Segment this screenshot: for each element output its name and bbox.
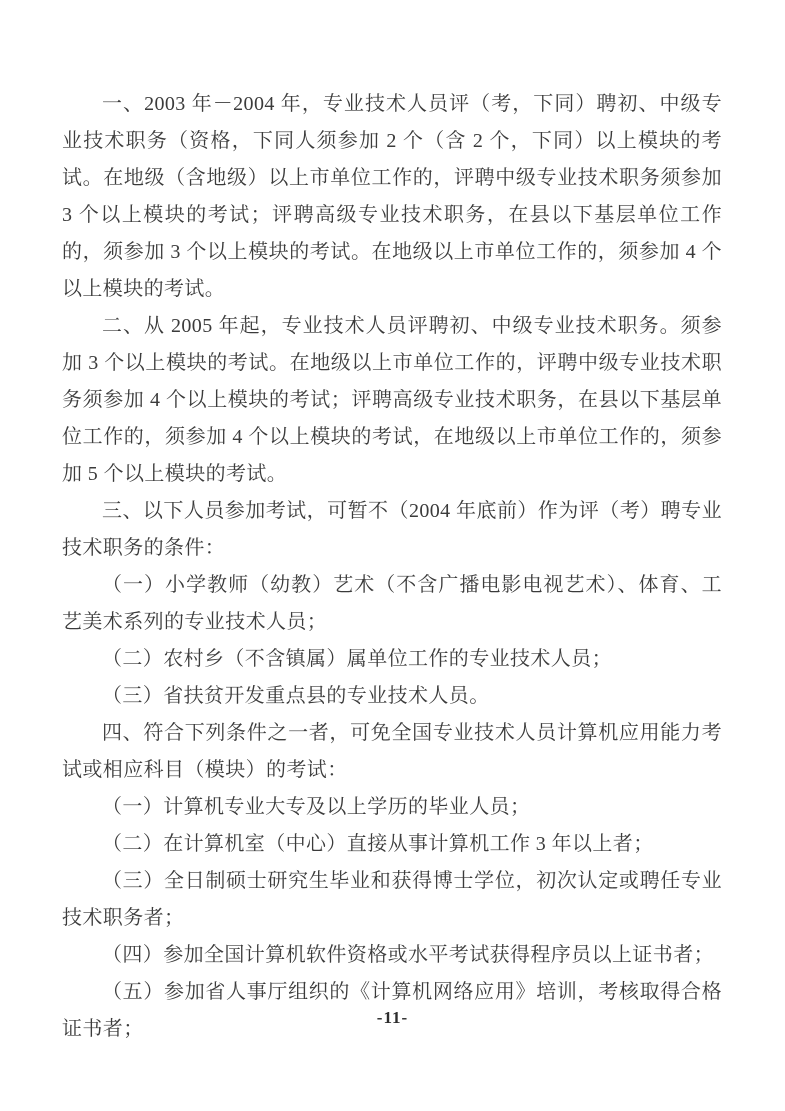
paragraph: （五）参加省人事厅组织的《计算机网络应用》培训，考核取得合格证书者； [62, 981, 722, 1040]
paragraph: 一、2003 年－2004 年，专业技术人员评（考，下同）聘初、中级专业技术职务（资格，下同人须参加 2 个（含 2 个，下同）以上模块的考试。在地级（含地级）以上市单位工作的，评聘中级专业技术职务须参加 3 个以上模块的考试；评聘高级专业技术职务，在县以下基层单位工作的，须参加 3 个以上模块的考试。在地级以上市单位工作的，须参加 4 个以上模块的考试。 [62, 93, 722, 300]
paragraph: （二）在计算机室（中心）直接从事计算机工作 3 年以上者； [102, 833, 654, 855]
paragraph: 二、从 2005 年起，专业技术人员评聘初、中级专业技术职务。须参加 3 个以上模块的考试。在地级以上市单位工作的，评聘中级专业技术职务须参加 4 个以上模块的考试；评聘高级专业技术职务，在县以下基层单位工作的，须参加 4 个以上模块的考试，在地级以上市单位工作的，须参加 5 个以上模块的考试。 [62, 315, 722, 485]
document-body [62, 86, 722, 1048]
paragraph: 三、以下人员参加考试，可暂不（2004 年底前）作为评（考）聘专业技术职务的条件： [62, 500, 722, 559]
paragraph: 四、符合下列条件之一者，可免全国专业技术人员计算机应用能力考试或相应科目（模块）的考试： [62, 722, 722, 781]
paragraph: （一）小学教师（幼教）艺术（不含广播电影电视艺术）、体育、工艺美术系列的专业技术人员； [62, 574, 722, 633]
paragraph: （四）参加全国计算机软件资格或水平考试获得程序员以上证书者； [102, 944, 714, 966]
paragraph: （一）计算机专业大专及以上学历的毕业人员； [102, 796, 531, 818]
paragraph: （二）农村乡（不含镇属）属单位工作的专业技术人员； [102, 648, 612, 670]
paragraph: （三）全日制硕士研究生毕业和获得博士学位，初次认定或聘任专业技术职务者； [62, 870, 722, 929]
paragraph: （三）省扶贫开发重点县的专业技术人员。 [102, 685, 490, 707]
page-number: -11- [376, 1008, 409, 1027]
